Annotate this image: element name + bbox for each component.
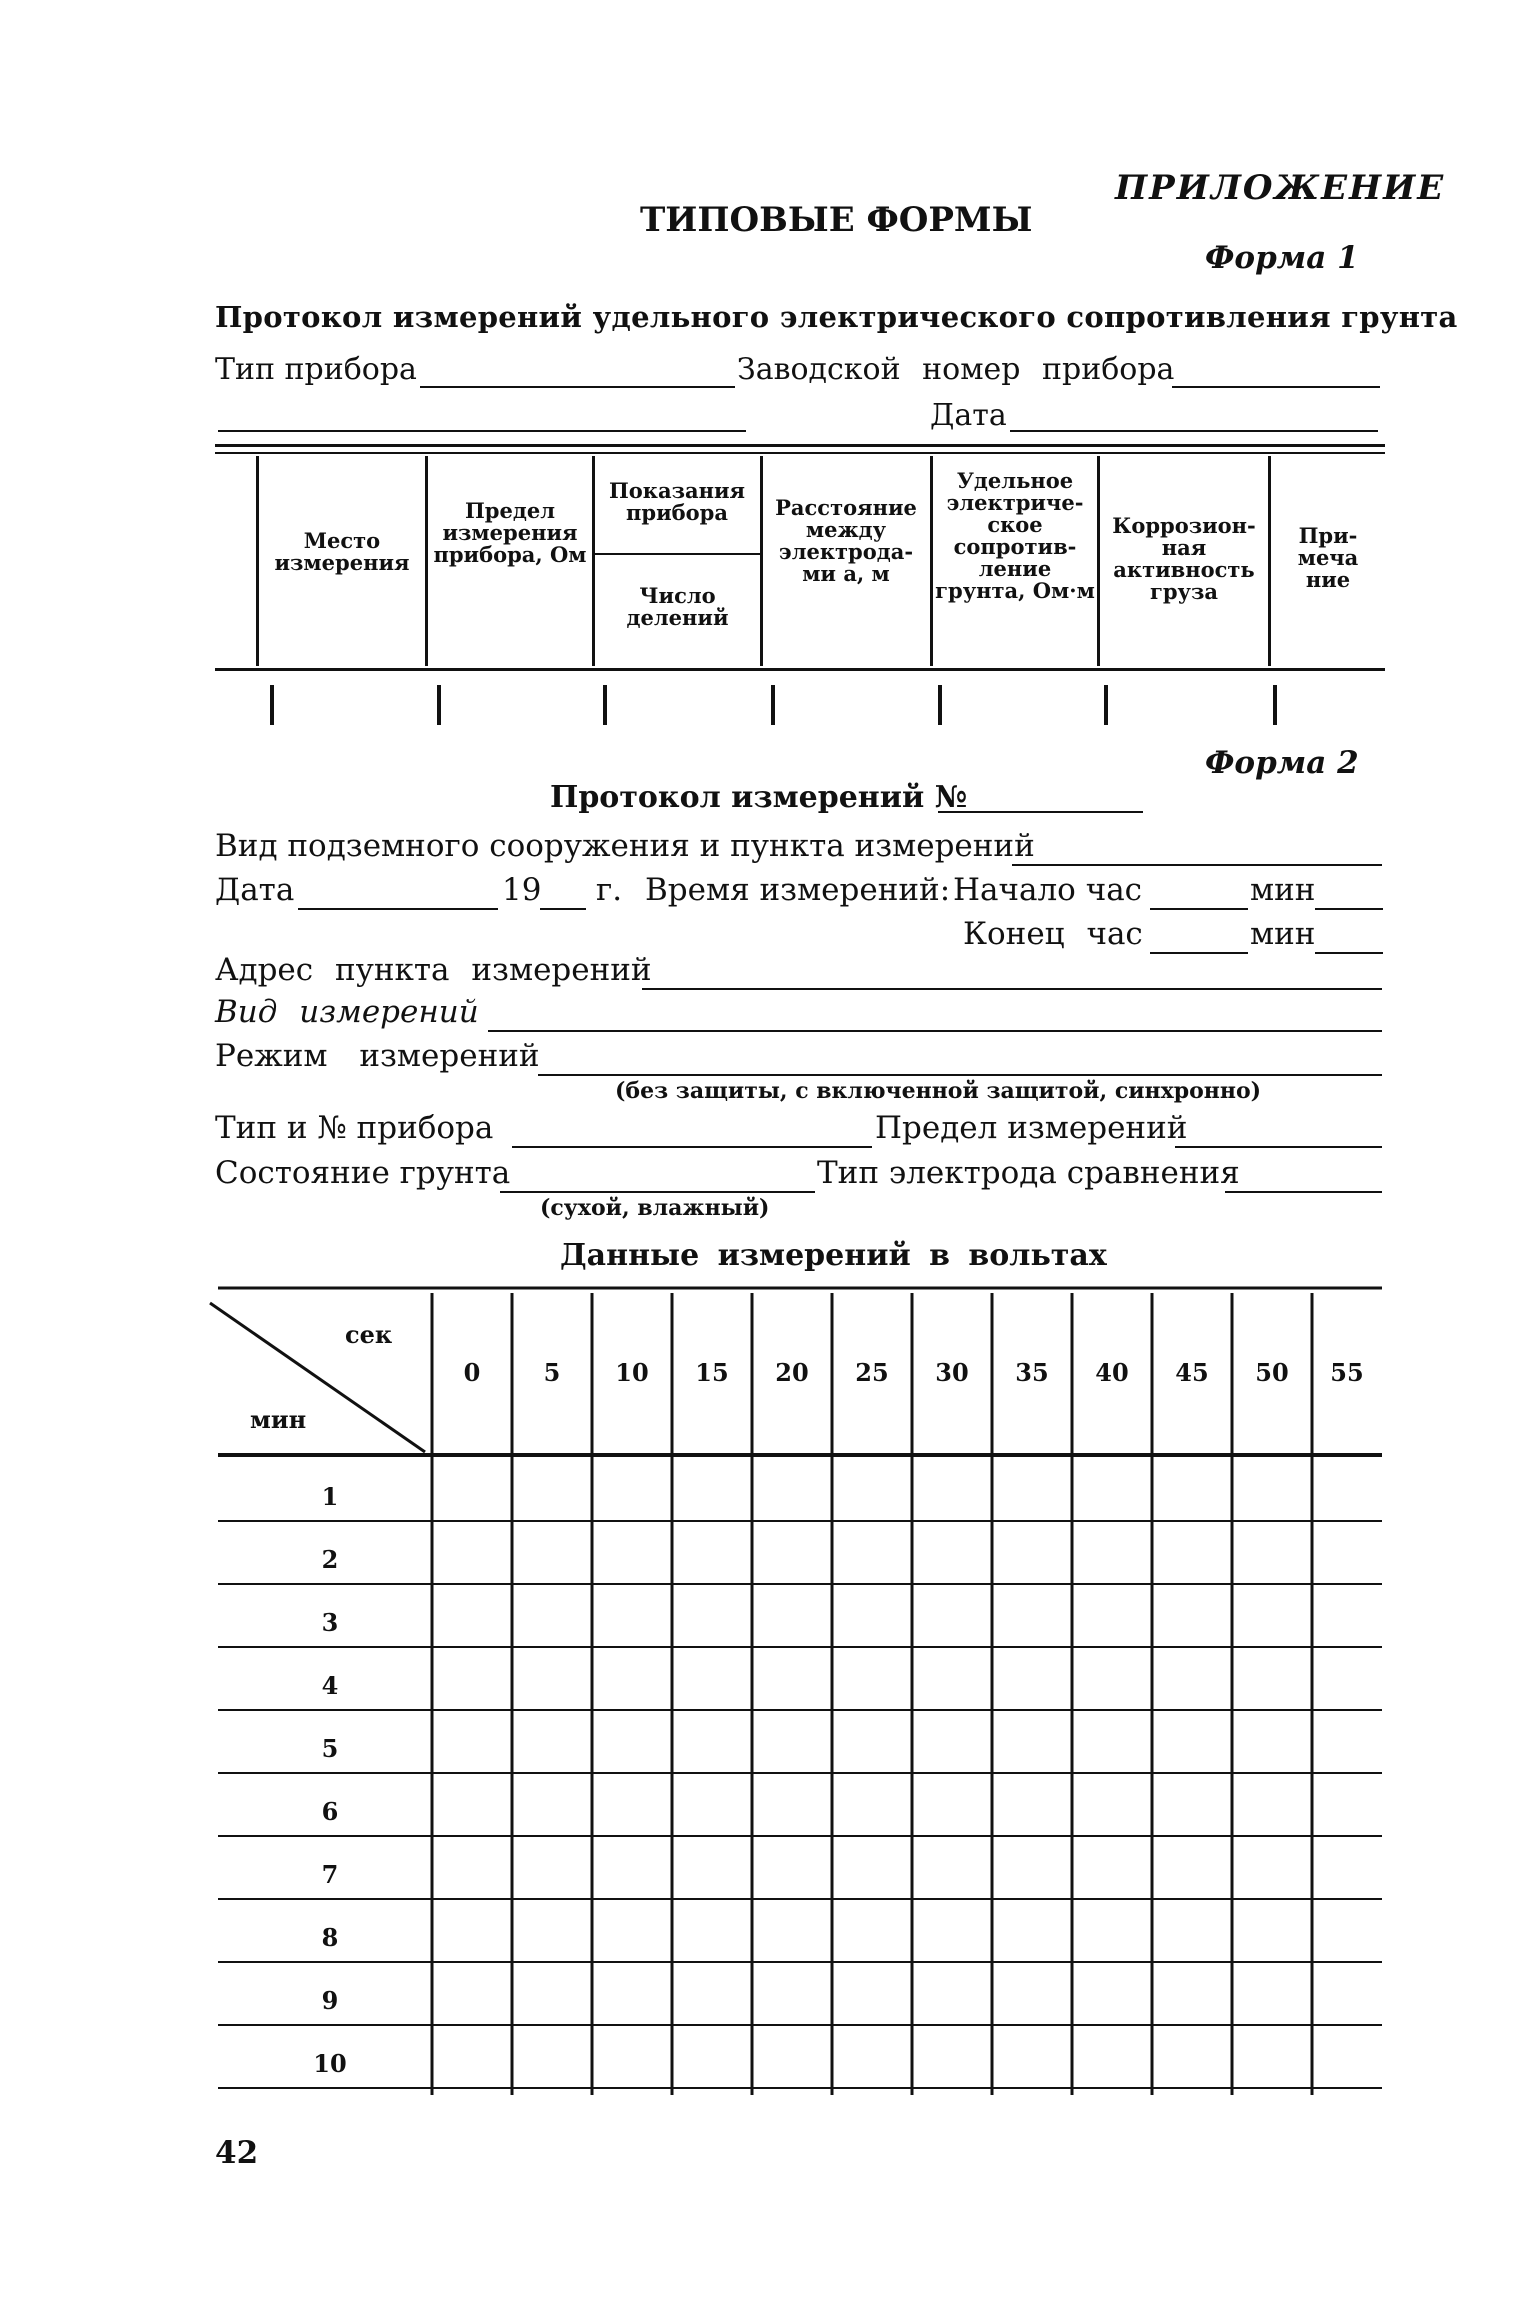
corner-sec: сек bbox=[345, 1320, 393, 1349]
seconds-header: 20 bbox=[775, 1358, 809, 1387]
col-distance: Расстояние между электрода- ми a, м bbox=[775, 495, 917, 586]
seconds-header: 55 bbox=[1330, 1358, 1364, 1387]
col-place: Место измерения bbox=[274, 528, 410, 575]
device-type-label: Тип прибора bbox=[215, 352, 417, 387]
minute-label: 8 bbox=[321, 1923, 339, 1952]
seconds-header: 45 bbox=[1175, 1358, 1209, 1387]
start-min-label: мин bbox=[1250, 872, 1316, 908]
minute-label: 6 bbox=[321, 1797, 339, 1826]
form2-title: Протокол измерений № bbox=[550, 780, 968, 815]
structure-label: Вид подземного сооружения и пункта измерений bbox=[215, 828, 1035, 864]
mode-note: (без защиты, с включенной защитой, синхронно) bbox=[615, 1078, 1262, 1104]
soil-note: (сухой, влажный) bbox=[540, 1195, 770, 1221]
electrode-label: Тип электрода сравнения bbox=[817, 1155, 1240, 1191]
corner-min: мин bbox=[250, 1405, 307, 1434]
table-title: Данные измерений в вольтах bbox=[560, 1238, 1107, 1273]
device2-label: Тип и № прибора bbox=[215, 1110, 494, 1146]
minute-label: 9 bbox=[321, 1986, 339, 2015]
date2-label: Дата bbox=[215, 872, 295, 908]
col-readings: Показания прибора bbox=[608, 478, 746, 525]
year-suffix: г. bbox=[596, 872, 623, 908]
col-notes: При- меча ние bbox=[1297, 523, 1359, 592]
minute-label: 10 bbox=[313, 2049, 347, 2078]
start-label: Начало час bbox=[953, 872, 1143, 908]
page-number: 42 bbox=[215, 2135, 259, 2171]
minute-label: 7 bbox=[321, 1860, 339, 1889]
form1-label: Форма 1 bbox=[1205, 240, 1359, 276]
seconds-header: 15 bbox=[695, 1358, 729, 1387]
form2-label: Форма 2 bbox=[1205, 745, 1359, 781]
page-title: ТИПОВЫЕ ФОРМЫ bbox=[640, 200, 1033, 240]
seconds-header: 10 bbox=[615, 1358, 649, 1387]
col-resistivity: Удельное электриче- ское сопротив- ление грунта, Ом·м bbox=[935, 468, 1095, 603]
minute-label: 1 bbox=[321, 1482, 339, 1511]
year-label: 19 bbox=[502, 872, 542, 908]
minute-label: 3 bbox=[321, 1608, 339, 1637]
kind-label: Вид измерений bbox=[215, 994, 479, 1030]
seconds-header: 35 bbox=[1015, 1358, 1049, 1387]
serial-label: Заводской номер прибора bbox=[737, 352, 1175, 387]
appendix-label: ПРИЛОЖЕНИЕ bbox=[1115, 168, 1446, 208]
minute-label: 4 bbox=[321, 1671, 339, 1700]
range-label: Предел измерений bbox=[875, 1110, 1188, 1146]
soil-label: Состояние грунта bbox=[215, 1155, 511, 1191]
col-divisions: Число делений bbox=[626, 583, 729, 630]
seconds-header: 5 bbox=[543, 1358, 561, 1387]
time-label: Время измерений: bbox=[645, 872, 951, 908]
seconds-header: 40 bbox=[1095, 1358, 1129, 1387]
date-label: Дата bbox=[930, 398, 1007, 433]
seconds-header: 25 bbox=[855, 1358, 889, 1387]
end-label: Конец час bbox=[963, 916, 1143, 952]
seconds-header: 0 bbox=[463, 1358, 481, 1387]
minute-label: 2 bbox=[321, 1545, 339, 1574]
col-range: Предел измерения прибора, Ом bbox=[433, 498, 587, 567]
mode-label: Режим измерений bbox=[215, 1038, 540, 1074]
col-corrosion: Коррозион- ная активность груза bbox=[1112, 513, 1256, 604]
address-label: Адрес пункта измерений bbox=[215, 952, 652, 988]
seconds-header: 50 bbox=[1255, 1358, 1289, 1387]
minute-label: 5 bbox=[321, 1734, 339, 1763]
seconds-header: 30 bbox=[935, 1358, 969, 1387]
form1-title: Протокол измерений удельного электрического сопротивления грунта bbox=[215, 300, 1458, 334]
end-min-label: мин bbox=[1250, 916, 1316, 952]
